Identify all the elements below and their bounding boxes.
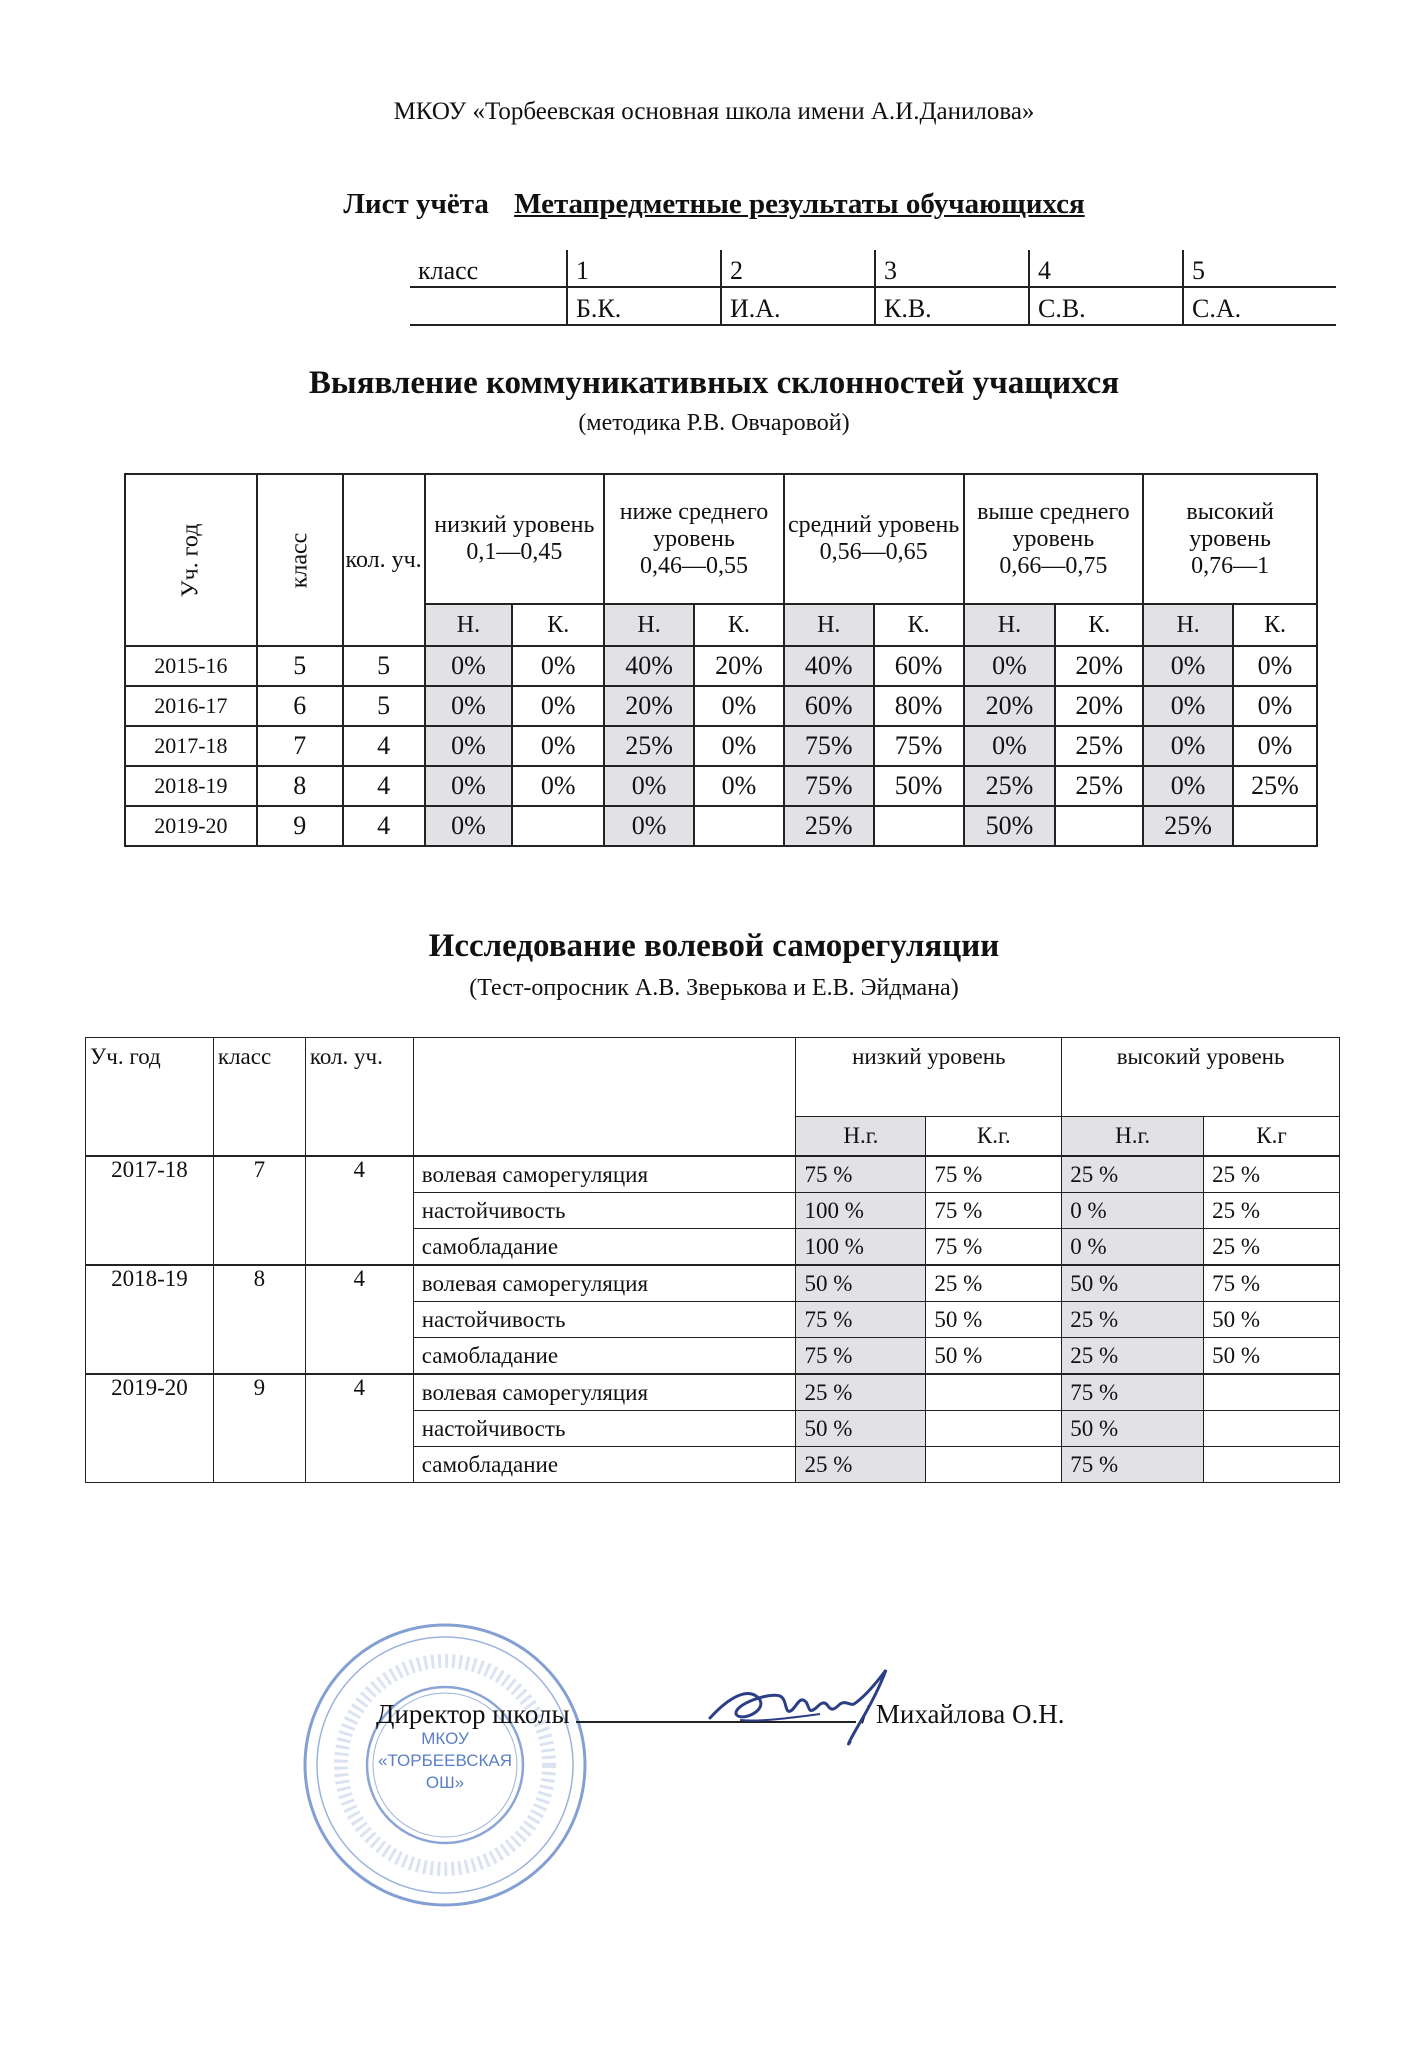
self-regulation-table — [85, 1037, 1340, 1483]
value-cell: 50 % — [796, 1411, 926, 1447]
teacher-initials: С.В. — [1029, 287, 1183, 325]
header-n: Н. — [425, 604, 513, 646]
value-cell: 0% — [425, 646, 513, 686]
table-row — [86, 1374, 1340, 1411]
section2-title: Исследование волевой саморегуляции — [428, 928, 1000, 964]
value-cell: 75 % — [1204, 1265, 1340, 1302]
director-label: Директор школы — [376, 1699, 570, 1729]
value-cell: 0% — [1143, 726, 1233, 766]
indicator-cell: волевая саморегуляция — [413, 1265, 796, 1302]
value-cell: 0% — [425, 766, 513, 806]
value-cell: 75 % — [796, 1156, 926, 1193]
header-count: кол. уч. — [305, 1038, 413, 1157]
value-cell: 75 % — [1062, 1447, 1204, 1483]
value-cell — [1204, 1374, 1340, 1411]
class-initials-table — [410, 250, 1336, 326]
value-cell: 0% — [694, 726, 784, 766]
indicator-cell: настойчивость — [413, 1411, 796, 1447]
school-stamp — [300, 1620, 590, 1910]
year-cell: 2019-20 — [125, 806, 257, 846]
value-cell — [926, 1447, 1062, 1483]
value-cell: 0% — [964, 646, 1056, 686]
table-row — [125, 686, 1317, 726]
header-n: Н. — [1143, 604, 1233, 646]
value-cell: 0% — [694, 766, 784, 806]
class-cell: 7 — [257, 726, 343, 766]
value-cell: 0% — [1143, 646, 1233, 686]
teacher-initials: К.В. — [875, 287, 1029, 325]
value-cell: 20% — [604, 686, 694, 726]
class-cell: 8 — [257, 766, 343, 806]
year-cell: 2019-20 — [86, 1374, 214, 1483]
communication-table — [124, 473, 1318, 847]
header-class: класс — [213, 1038, 305, 1157]
handwritten-signature — [700, 1656, 900, 1756]
class-cell: 9 — [257, 806, 343, 846]
value-cell — [694, 806, 784, 846]
value-cell: 50 % — [1062, 1411, 1204, 1447]
header-start-year: Н.г. — [796, 1117, 926, 1157]
stamp-line: МКОУ — [421, 1729, 469, 1748]
value-cell: 0% — [604, 806, 694, 846]
stamp-line: «ТОРБЕЕВСКАЯ — [377, 1751, 513, 1770]
value-cell: 25% — [1143, 806, 1233, 846]
indicator-cell: настойчивость — [413, 1302, 796, 1338]
header-end-year: К.г. — [926, 1117, 1062, 1157]
director-name: / Михайлова О.Н. — [861, 1699, 1065, 1729]
header-k: К. — [694, 604, 784, 646]
value-cell: 25 % — [1204, 1156, 1340, 1193]
value-cell: 75% — [874, 726, 964, 766]
class-cell: 8 — [213, 1265, 305, 1374]
header-level-above-avg: выше среднего уровень 0,66—0,75 — [964, 474, 1144, 604]
value-cell: 25 % — [796, 1374, 926, 1411]
value-cell: 0% — [512, 766, 604, 806]
value-cell: 75 % — [926, 1193, 1062, 1229]
value-cell: 80% — [874, 686, 964, 726]
header-count: кол. уч. — [343, 474, 425, 646]
indicator-cell: волевая саморегуляция — [413, 1374, 796, 1411]
class-row-label: класс — [410, 250, 567, 287]
count-cell: 4 — [343, 766, 425, 806]
value-cell: 0% — [1233, 686, 1317, 726]
count-cell: 5 — [343, 686, 425, 726]
year-cell: 2017-18 — [125, 726, 257, 766]
value-cell: 60% — [874, 646, 964, 686]
value-cell — [1204, 1447, 1340, 1483]
header-n: Н. — [784, 604, 874, 646]
value-cell: 40% — [784, 646, 874, 686]
value-cell: 0% — [425, 726, 513, 766]
teacher-initials: Б.К. — [567, 287, 721, 325]
value-cell: 25 % — [1062, 1338, 1204, 1375]
header-level-low: низкий уровень 0,1—0,45 — [425, 474, 605, 604]
value-cell: 75 % — [796, 1338, 926, 1375]
header-k: К. — [1055, 604, 1143, 646]
value-cell: 0% — [1143, 686, 1233, 726]
class-cell: 5 — [257, 646, 343, 686]
table-row — [125, 726, 1317, 766]
header-level-below-avg: ниже среднего уровень 0,46—0,55 — [604, 474, 784, 604]
count-cell: 4 — [343, 806, 425, 846]
class-number: 1 — [567, 250, 721, 287]
value-cell: 25% — [1233, 766, 1317, 806]
value-cell: 25 % — [1062, 1156, 1204, 1193]
value-cell: 0% — [512, 726, 604, 766]
value-cell: 20% — [1055, 646, 1143, 686]
value-cell: 50% — [874, 766, 964, 806]
count-cell: 4 — [305, 1265, 413, 1374]
sheet-subject: Метапредметные результаты обучающихся — [514, 188, 1085, 220]
value-cell: 75 % — [926, 1156, 1062, 1193]
value-cell: 0% — [1233, 726, 1317, 766]
header-start-year: Н.г. — [1062, 1117, 1204, 1157]
value-cell — [926, 1374, 1062, 1411]
header-level-avg: средний уровень 0,56—0,65 — [784, 474, 964, 604]
header-k: К. — [1233, 604, 1317, 646]
value-cell: 75% — [784, 726, 874, 766]
header-level-high: высокий уровень 0,76—1 — [1143, 474, 1317, 604]
value-cell: 25% — [1055, 726, 1143, 766]
year-cell: 2018-19 — [86, 1265, 214, 1374]
value-cell: 25% — [964, 766, 1056, 806]
indicator-cell: настойчивость — [413, 1193, 796, 1229]
value-cell: 0% — [1233, 646, 1317, 686]
value-cell: 0% — [694, 686, 784, 726]
class-blank-cell — [410, 287, 567, 325]
school-name: МКОУ «Торбеевская основная школа имени А.И.Данилова» — [393, 98, 1035, 125]
value-cell: 50% — [964, 806, 1056, 846]
year-cell: 2015-16 — [125, 646, 257, 686]
year-cell: 2016-17 — [125, 686, 257, 726]
class-cell: 9 — [213, 1374, 305, 1483]
value-cell: 0% — [425, 686, 513, 726]
section1-title: Выявление коммуникативных склонностей учащихся — [308, 365, 1120, 401]
class-number: 3 — [875, 250, 1029, 287]
value-cell: 0% — [512, 686, 604, 726]
teacher-initials: И.А. — [721, 287, 875, 325]
value-cell: 40% — [604, 646, 694, 686]
value-cell: 25% — [784, 806, 874, 846]
value-cell: 0% — [425, 806, 513, 846]
value-cell: 0% — [604, 766, 694, 806]
count-cell: 5 — [343, 646, 425, 686]
value-cell: 25 % — [926, 1265, 1062, 1302]
value-cell: 50 % — [1062, 1265, 1204, 1302]
class-cell: 7 — [213, 1156, 305, 1265]
value-cell: 25 % — [1062, 1302, 1204, 1338]
table-row — [86, 1265, 1340, 1302]
sheet-title — [0, 188, 1428, 221]
value-cell: 50 % — [1204, 1302, 1340, 1338]
class-number: 5 — [1183, 250, 1336, 287]
indicator-cell: волевая саморегуляция — [413, 1156, 796, 1193]
value-cell: 25% — [604, 726, 694, 766]
table-row — [86, 1156, 1340, 1193]
indicator-cell: самобладание — [413, 1229, 796, 1266]
value-cell: 20% — [964, 686, 1056, 726]
value-cell: 100 % — [796, 1193, 926, 1229]
value-cell — [1204, 1411, 1340, 1447]
header-k: К. — [512, 604, 604, 646]
header-class: класс — [257, 474, 343, 646]
section2-subtitle: (Тест-опросник А.В. Зверькова и Е.В. Эйдмана) — [469, 975, 959, 1001]
section1-subtitle: (методика Р.В. Овчаровой) — [578, 410, 850, 436]
table-row — [125, 766, 1317, 806]
header-high-level: высокий уровень — [1062, 1038, 1340, 1117]
teacher-initials: С.А. — [1183, 287, 1336, 325]
value-cell: 75 % — [1062, 1374, 1204, 1411]
value-cell: 60% — [784, 686, 874, 726]
count-cell: 4 — [305, 1374, 413, 1483]
value-cell — [1055, 806, 1143, 846]
value-cell: 25 % — [1204, 1229, 1340, 1266]
value-cell: 25% — [1055, 766, 1143, 806]
value-cell: 20% — [694, 646, 784, 686]
value-cell: 0% — [512, 646, 604, 686]
value-cell — [512, 806, 604, 846]
value-cell — [1233, 806, 1317, 846]
class-number: 4 — [1029, 250, 1183, 287]
class-cell: 6 — [257, 686, 343, 726]
table-row — [125, 646, 1317, 686]
value-cell: 75% — [784, 766, 874, 806]
value-cell: 0 % — [1062, 1229, 1204, 1266]
header-year: Уч. год — [86, 1038, 214, 1157]
value-cell — [874, 806, 964, 846]
header-year: Уч. год — [125, 474, 257, 646]
value-cell: 50 % — [926, 1338, 1062, 1375]
value-cell: 100 % — [796, 1229, 926, 1266]
count-cell: 4 — [343, 726, 425, 766]
value-cell: 50 % — [796, 1265, 926, 1302]
table-row — [125, 806, 1317, 846]
header-low-level: низкий уровень — [796, 1038, 1062, 1117]
header-n: Н. — [964, 604, 1056, 646]
indicator-cell: самобладание — [413, 1447, 796, 1483]
value-cell: 25 % — [796, 1447, 926, 1483]
value-cell: 0% — [1143, 766, 1233, 806]
indicator-cell: самобладание — [413, 1338, 796, 1375]
value-cell: 50 % — [1204, 1338, 1340, 1375]
header-k: К. — [874, 604, 964, 646]
header-end-year: К.г — [1204, 1117, 1340, 1157]
stamp-line: ОШ» — [425, 1773, 465, 1792]
value-cell — [926, 1411, 1062, 1447]
value-cell: 50 % — [926, 1302, 1062, 1338]
value-cell: 25 % — [1204, 1193, 1340, 1229]
count-cell: 4 — [305, 1156, 413, 1265]
value-cell: 0% — [964, 726, 1056, 766]
value-cell: 20% — [1055, 686, 1143, 726]
sheet-label: Лист учёта — [343, 188, 489, 220]
value-cell: 0 % — [1062, 1193, 1204, 1229]
header-indicator — [413, 1038, 796, 1157]
class-number: 2 — [721, 250, 875, 287]
value-cell: 75 % — [796, 1302, 926, 1338]
year-cell: 2018-19 — [125, 766, 257, 806]
value-cell: 75 % — [926, 1229, 1062, 1266]
year-cell: 2017-18 — [86, 1156, 214, 1265]
header-n: Н. — [604, 604, 694, 646]
